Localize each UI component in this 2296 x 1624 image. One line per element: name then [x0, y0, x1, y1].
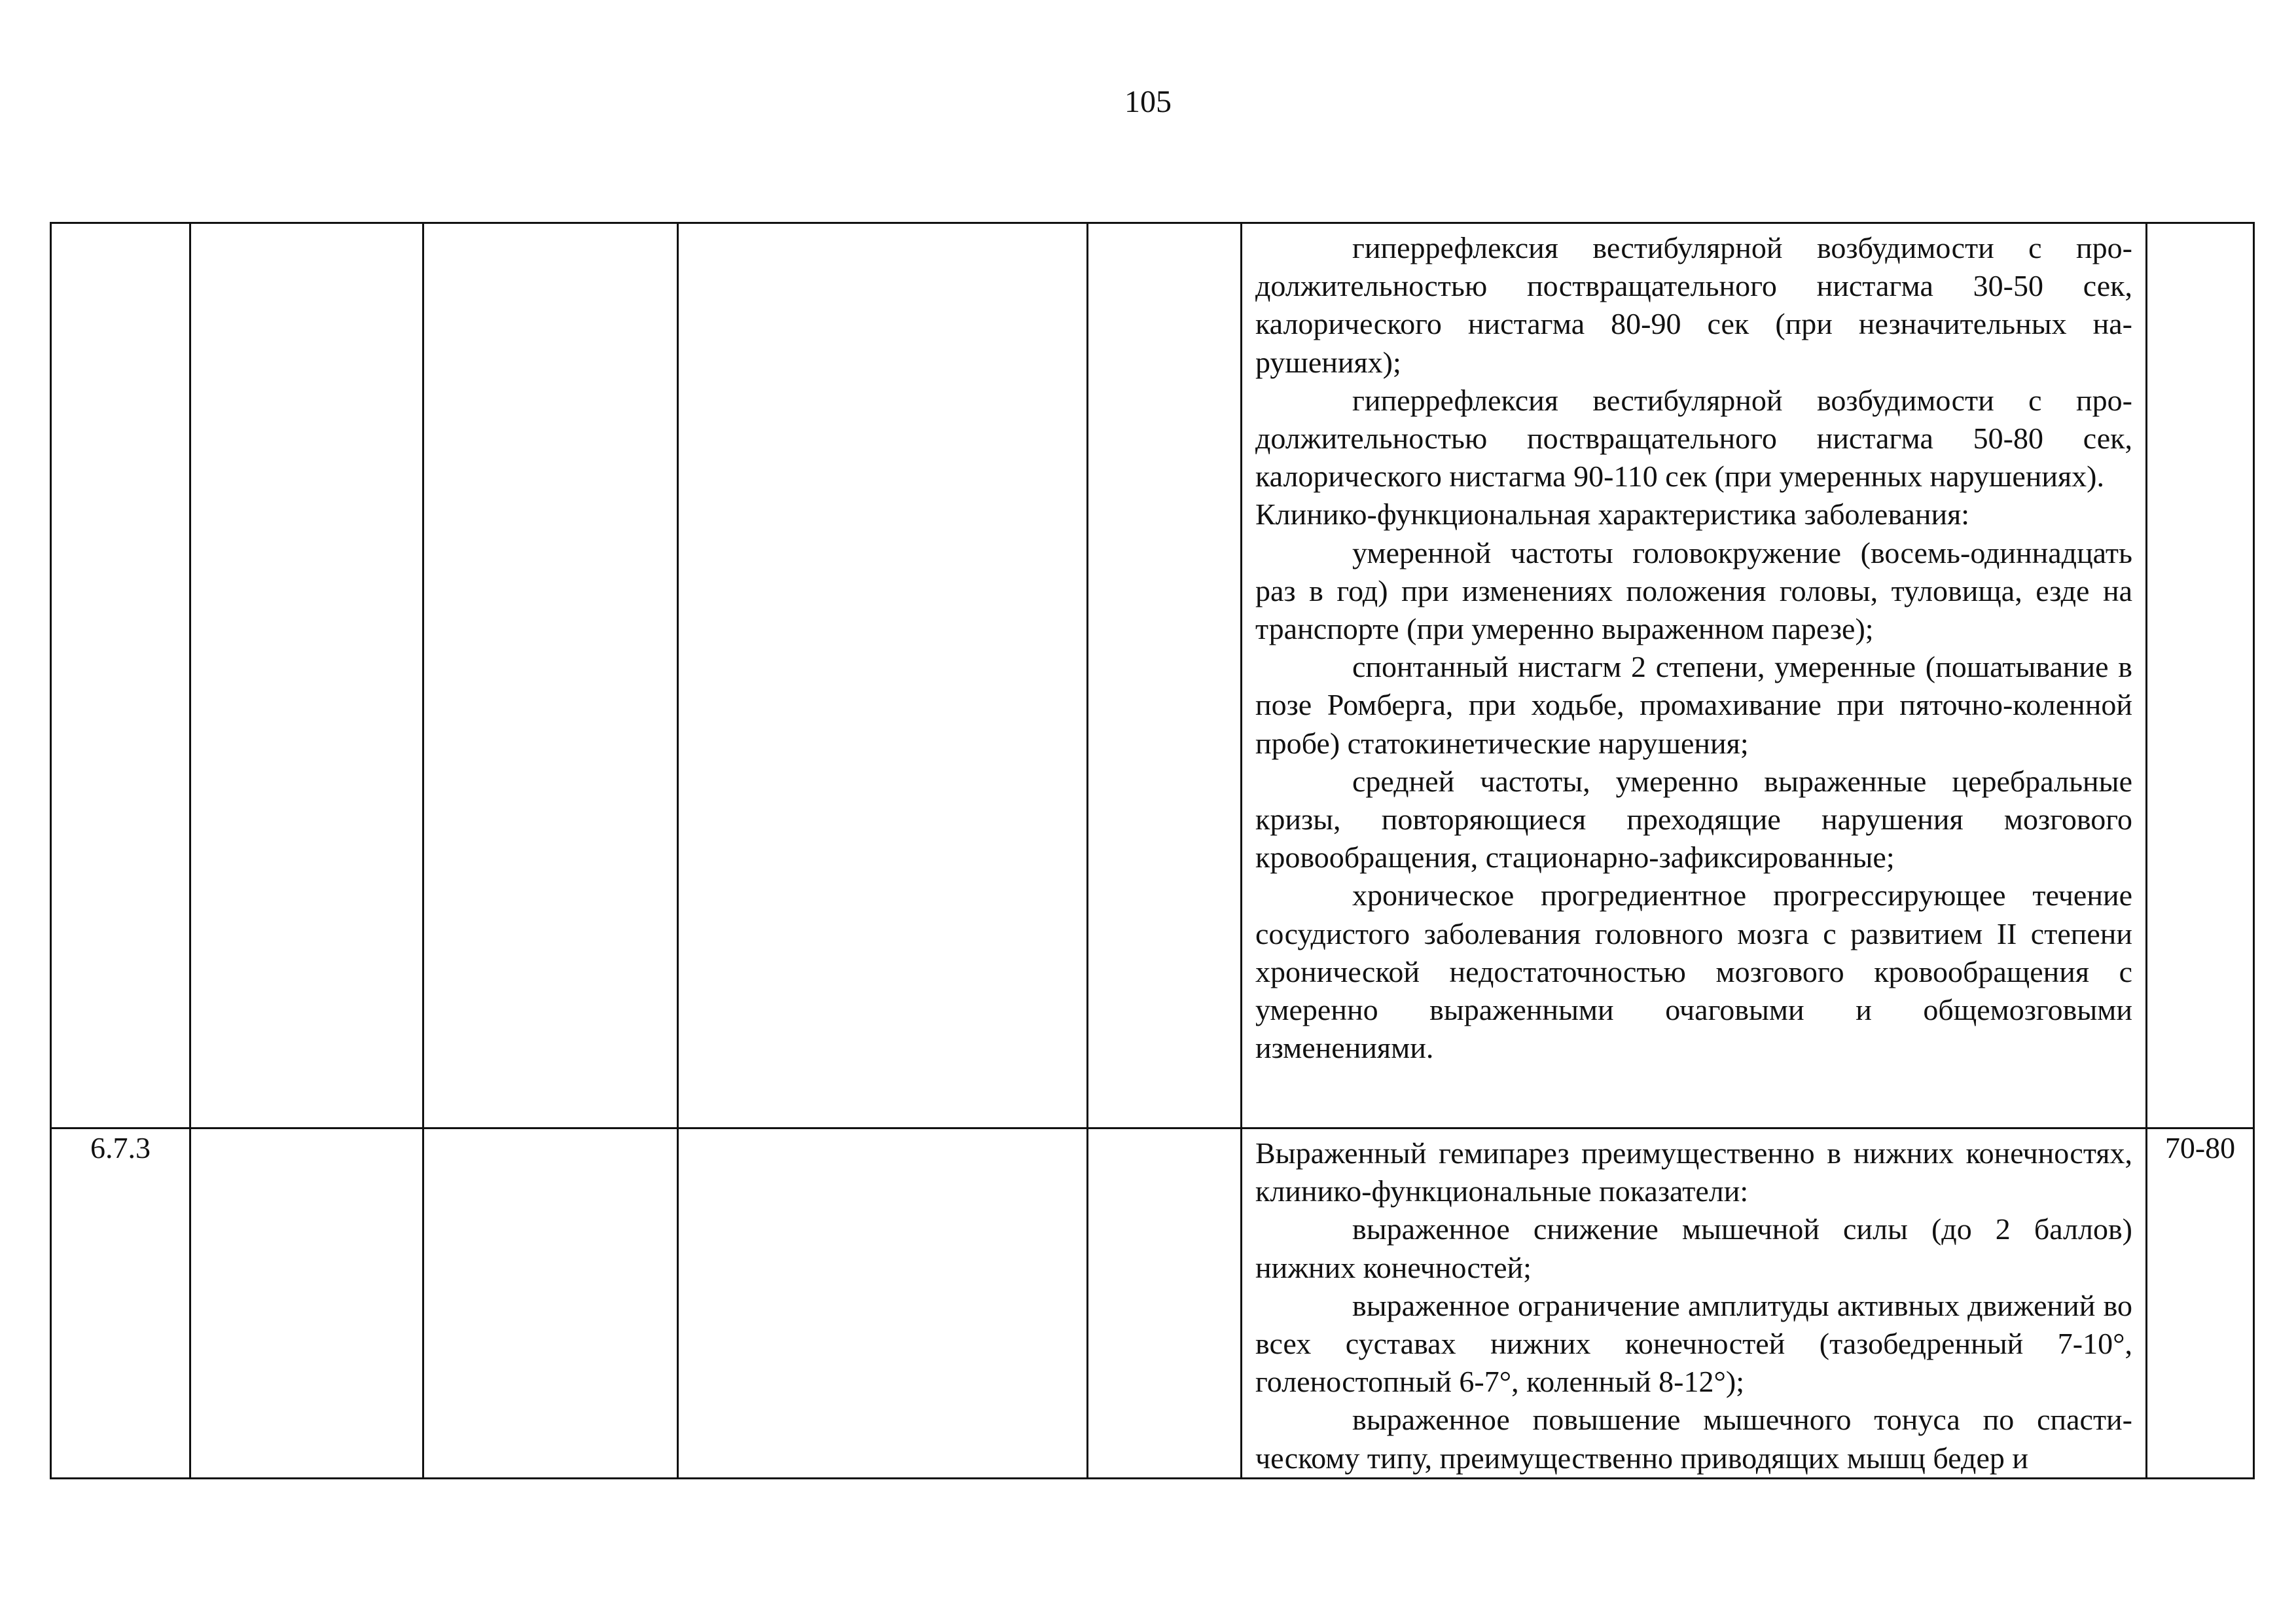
row1-paragraph: Клинико-функциональная характеристика заболевания:	[1255, 497, 1970, 532]
empty-cell	[190, 223, 423, 1128]
row1-description-cell	[1242, 223, 2147, 1128]
page-number: 105	[1124, 84, 1172, 119]
row1-paragraph: умеренной частоты головокружение (восемь-одиннадцать раз в год) при изменениях положения головы, туловища, езде на транспорте (при умеренно выраженном парезе);	[1255, 535, 2132, 646]
row2-paragraph: выраженное повышение мышечного тонуса по спастическому типу, преимущественно приводящих мышц бедер и	[1255, 1403, 2132, 1475]
row2-description-cell	[1242, 1128, 2147, 1479]
empty-cell	[1088, 1128, 1242, 1479]
table-row	[51, 223, 2254, 1128]
row1-paragraph: спонтанный нистагм 2 степени, умеренные (пошатывание в позе Ромберга, при ходьбе, промахивание при пяточно-коленной пробе) статокинетические нарушения;	[1255, 650, 2132, 760]
row2-paragraph: выраженное снижение мышечной силы (до 2 баллов) нижних конечностей;	[1255, 1212, 2132, 1284]
empty-cell	[678, 1128, 1088, 1479]
row2-score-cell: 70-80	[2147, 1128, 2254, 1479]
row2-code-cell: 6.7.3	[51, 1128, 190, 1479]
row2-paragraph: Выраженный гемипарез преимущественно в нижних конечностях, клинико-функциональные показатели:	[1255, 1136, 2132, 1208]
row1-paragraph: хроническое прогредиентное прогрессирующее течение сосудистого заболевания головного мозга с развитием II степени хронической недостаточностью мозгового кровообращения с умеренно выраженными очаговыми и общемозговыми изменениями.	[1255, 878, 2132, 1065]
row1-paragraph: гиперрефлексия вестибулярной возбудимости с продолжительностью поствращательного нистагма 50-80 сек, калорического нистагма 90-110 сек (при умеренных нарушениях).	[1255, 383, 2132, 494]
row1-code-cell	[51, 223, 190, 1128]
empty-cell	[678, 223, 1088, 1128]
row1-score-cell	[2147, 223, 2254, 1128]
row1-description	[1242, 224, 2145, 1067]
row1-paragraph: средней частоты, умеренно выраженные церебральные кризы, повторяющиеся преходящие нарушения мозгового кровообращения, стационарно-зафиксированные;	[1255, 764, 2132, 875]
empty-cell	[1088, 223, 1242, 1128]
criteria-table	[50, 222, 2255, 1479]
empty-cell	[190, 1128, 423, 1479]
row2-description	[1242, 1129, 2145, 1477]
empty-cell	[423, 1128, 678, 1479]
empty-cell	[423, 223, 678, 1128]
row1-paragraph: гиперрефлексия вестибулярной возбудимости с продолжительностью поствращательного нистагма 30-50 сек, калорического нистагма 80-90 сек (при незначительных нарушениях);	[1255, 231, 2132, 379]
row2-paragraph: выраженное ограничение амплитуды активных движений во всех суставах нижних конечностей (тазобедренный 7-10°, голеностопный 6-7°, коленный 8-12°);	[1255, 1288, 2132, 1399]
table-row	[51, 1128, 2254, 1479]
